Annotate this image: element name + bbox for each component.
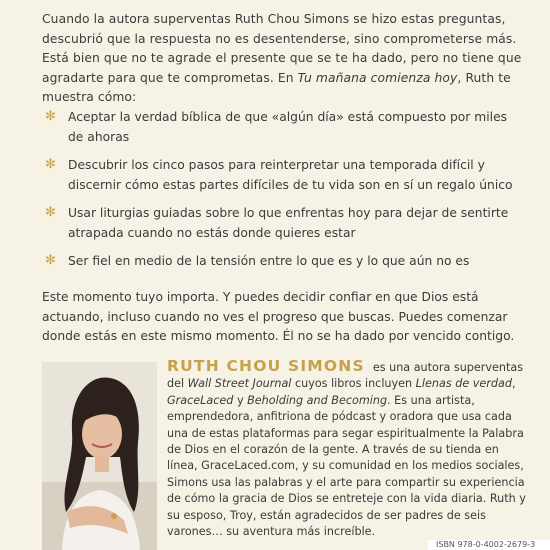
bullet-text: Descubrir los cinco pasos para reinterpretar una temporada difícil y discernir cómo estas partes difíciles de tu vida son en sí un regalo único xyxy=(68,158,513,192)
isbn-label: ISBN 978-0-4002-2679-3 xyxy=(428,540,550,550)
bio-text: . Es una artista, emprendedora, anfitriona de pódcast y oradora que usa cada una de estas plataformas para segar espiritualmente la Palabra de Dios en el corazón de la gente. A través de su tienda en línea, GraceLaced.com, y su comunidad en los medios sociales, Simons usa las palabras y el arte para compartir su experiencia de cómo la gracia de Dios se entreteje con la vida diaria. Ruth y su esposo, Troy, están agradecidos de ser padres de seis varones… su aventura más increíble. xyxy=(167,393,526,539)
author-bio xyxy=(167,358,527,540)
asterisk-flower-icon: ✻ xyxy=(45,109,56,124)
bio-text: y xyxy=(233,393,248,407)
intro-text-2: , Ruth te muestra cómo: xyxy=(42,70,511,104)
list-item xyxy=(42,204,522,243)
asterisk-flower-icon: ✻ xyxy=(45,205,56,220)
bio-text: es una autora superventas del xyxy=(167,361,524,391)
list-item xyxy=(42,252,522,272)
author-name: RUTH CHOU SIMONS xyxy=(167,357,365,375)
bullet-text: Usar liturgias guiadas sobre lo que enfrentas hoy para dejar de sentirte atrapada cuando no estás donde quieres estar xyxy=(68,206,509,240)
author-photo xyxy=(42,362,157,550)
bullet-list xyxy=(42,108,522,281)
bio-italic: GraceLaced xyxy=(167,393,234,407)
asterisk-flower-icon: ✻ xyxy=(45,157,56,172)
bullet-text: Aceptar la verdad bíblica de que «algún día» está compuesto por miles de ahoras xyxy=(68,110,508,144)
closing-paragraph: Este momento tuyo importa. Y puedes decidir confiar en que Dios está actuando, incluso cuando no ves el progreso que buscas. Puedes comenzar donde estás en este mismo momento. Él no se ha dado por vencido contigo. xyxy=(42,290,515,343)
book-title: Tu mañana comienza hoy xyxy=(297,70,458,85)
intro-text-1: Cuando la autora superventas Ruth Chou Simons se hizo estas preguntas, descubrió que la respuesta no es desentenderse, sino comprometerse más. Está bien que no te agrade el presente que se te ha dado, pero no tiene que agradarte para que te comprometas. En xyxy=(42,12,522,85)
intro-paragraph xyxy=(42,10,522,108)
bio-text: , xyxy=(511,377,516,391)
asterisk-flower-icon: ✻ xyxy=(45,253,56,268)
list-item xyxy=(42,156,522,195)
bio-text: cuyos libros incluyen xyxy=(291,377,416,391)
bullet-text: Ser fiel en medio de la tensión entre lo que es y lo que aún no es xyxy=(68,254,470,268)
bio-italic: Llenas de verdad xyxy=(415,377,512,391)
bio-italic: Beholding and Becoming xyxy=(247,393,388,407)
bio-italic: Wall Street Journal xyxy=(187,377,292,391)
list-item xyxy=(42,108,522,147)
author-portrait-illustration xyxy=(42,362,157,550)
